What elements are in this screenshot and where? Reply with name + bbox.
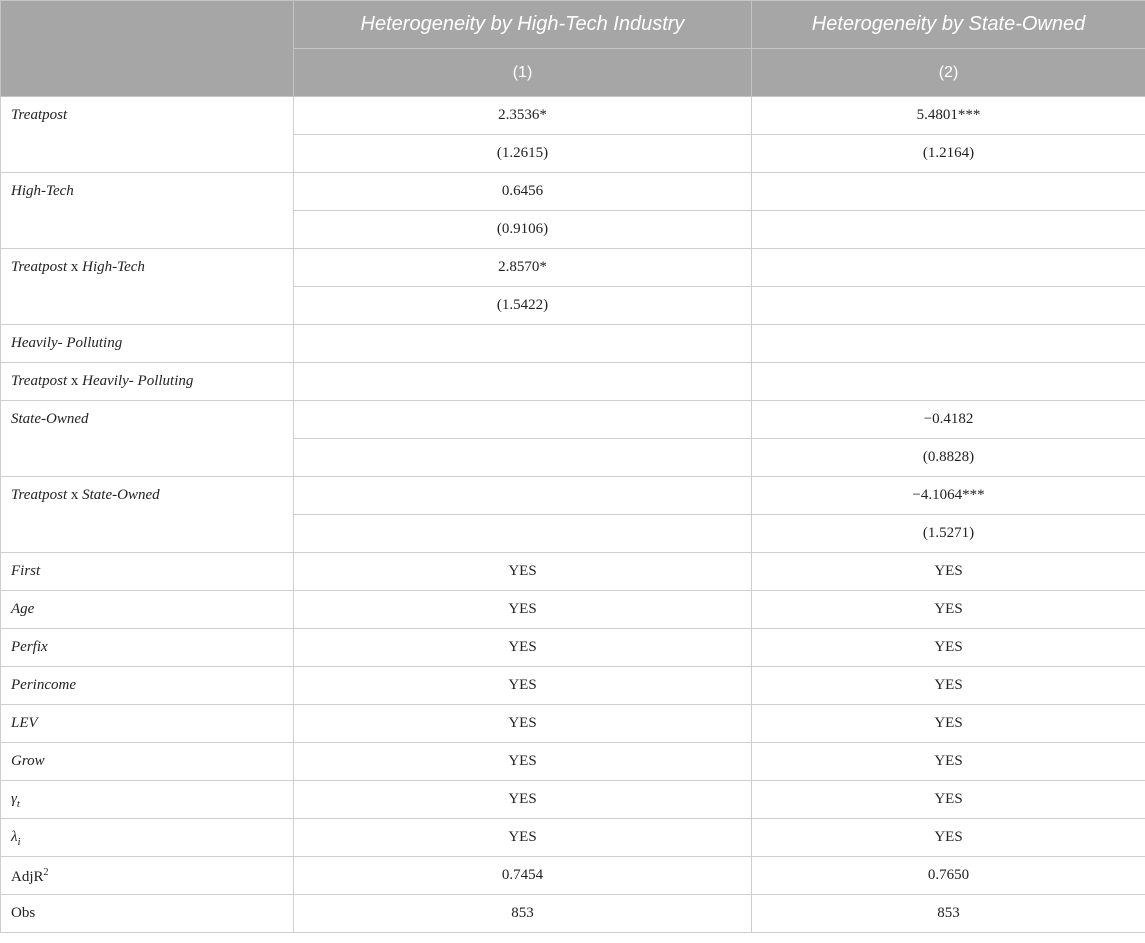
cell-hightech-c2 [752,173,1145,211]
row-label-first: First [1,553,294,591]
table-row-treat-polluting [1,363,1145,401]
row-label-perfix: Perfix [1,629,294,667]
cell-first-c2: YES [752,553,1145,591]
row-label-lambda [1,819,294,857]
table-row-gamma [1,781,1145,819]
row-label-age: Age [1,591,294,629]
cell-lambda-c2: YES [752,819,1145,857]
table-row-treatpost [1,97,1145,135]
row-label-treat-hightech [1,249,294,325]
label-part-stateowned: State-Owned [82,487,160,503]
lambda-subscript: i [17,836,21,848]
table-row-treat-hightech [1,249,1145,287]
table-row-adjr2 [1,857,1145,895]
label-part-x: x [70,373,79,389]
cell-stateowned-c1 [294,401,752,439]
label-part-treatpost: Treatpost [11,259,68,275]
row-label-stateowned: State-Owned [1,401,294,477]
table-row-obs [1,895,1145,933]
cell-gamma-c1: YES [294,781,752,819]
table-row-perincome [1,667,1145,705]
row-label-hightech: High-Tech [1,173,294,249]
table-row-lambda [1,819,1145,857]
label-part-polluting: Heavily- Polluting [82,373,194,389]
table-row-perfix [1,629,1145,667]
cell-stateowned-c1-se [294,439,752,477]
cell-treat-stateowned-c1-se [294,515,752,553]
table-row-hightech [1,173,1145,211]
label-part-x: x [70,487,79,503]
table-body [1,97,1145,933]
row-label-treat-polluting [1,363,294,401]
cell-lambda-c1: YES [294,819,752,857]
col1-number: (1) [294,49,752,97]
row-label-treat-stateowned [1,477,294,553]
cell-polluting-c1 [294,325,752,363]
label-part-treatpost: Treatpost [11,487,68,503]
cell-perincome-c1: YES [294,667,752,705]
cell-treat-stateowned-c2: −4.1064*** [752,477,1145,515]
cell-perfix-c1: YES [294,629,752,667]
col2-number: (2) [752,49,1145,97]
cell-treat-stateowned-c2-se: (1.5271) [752,515,1145,553]
table-row-stateowned [1,401,1145,439]
cell-lev-c1: YES [294,705,752,743]
row-label-treatpost: Treatpost [1,97,294,173]
row-label-obs: Obs [1,895,294,933]
cell-treat-hightech-c2 [752,249,1145,287]
cell-treatpost-c2: 5.4801*** [752,97,1145,135]
cell-treatpost-c1-se: (1.2615) [294,135,752,173]
header-corner-lower [1,49,294,97]
header-row-numbers [1,49,1145,97]
cell-hightech-c1: 0.6456 [294,173,752,211]
cell-lev-c2: YES [752,705,1145,743]
cell-grow-c1: YES [294,743,752,781]
cell-perincome-c2: YES [752,667,1145,705]
row-label-perincome: Perincome [1,667,294,705]
table-row-age [1,591,1145,629]
cell-gamma-c2: YES [752,781,1145,819]
table-header [1,1,1145,97]
gamma-symbol: γ [11,791,17,807]
header-row-titles [1,1,1145,49]
row-label-gamma [1,781,294,819]
cell-polluting-c2 [752,325,1145,363]
cell-treat-polluting-c1 [294,363,752,401]
col2-title: Heterogeneity by State-Owned [752,1,1145,49]
cell-hightech-c1-se: (0.9106) [294,211,752,249]
adjr-superscript: 2 [43,867,49,878]
cell-obs-c1: 853 [294,895,752,933]
cell-perfix-c2: YES [752,629,1145,667]
cell-treat-polluting-c2 [752,363,1145,401]
cell-grow-c2: YES [752,743,1145,781]
table-row-polluting [1,325,1145,363]
label-part-treatpost: Treatpost [11,373,68,389]
cell-first-c1: YES [294,553,752,591]
cell-hightech-c2-se [752,211,1145,249]
cell-obs-c2: 853 [752,895,1145,933]
row-label-adjr2 [1,857,294,895]
label-part-hightech: High-Tech [82,259,145,275]
lambda-symbol: λ [11,829,18,845]
row-label-lev: LEV [1,705,294,743]
header-corner [1,1,294,49]
cell-adjr2-c1: 0.7454 [294,857,752,895]
cell-treat-hightech-c1-se: (1.5422) [294,287,752,325]
cell-treat-stateowned-c1 [294,477,752,515]
label-part-x: x [70,259,79,275]
table-row-grow [1,743,1145,781]
table-row-lev [1,705,1145,743]
row-label-grow: Grow [1,743,294,781]
cell-treatpost-c2-se: (1.2164) [752,135,1145,173]
gamma-subscript: t [16,798,20,810]
row-label-polluting: Heavily- Polluting [1,325,294,363]
table-row-treat-stateowned [1,477,1145,515]
col1-title: Heterogeneity by High-Tech Industry [294,1,752,49]
cell-stateowned-c2: −0.4182 [752,401,1145,439]
cell-stateowned-c2-se: (0.8828) [752,439,1145,477]
cell-age-c2: YES [752,591,1145,629]
cell-treat-hightech-c2-se [752,287,1145,325]
cell-treatpost-c1: 2.3536* [294,97,752,135]
cell-treat-hightech-c1: 2.8570* [294,249,752,287]
cell-age-c1: YES [294,591,752,629]
table-row-first [1,553,1145,591]
cell-adjr2-c2: 0.7650 [752,857,1145,895]
adjr-text: AdjR [11,869,44,885]
